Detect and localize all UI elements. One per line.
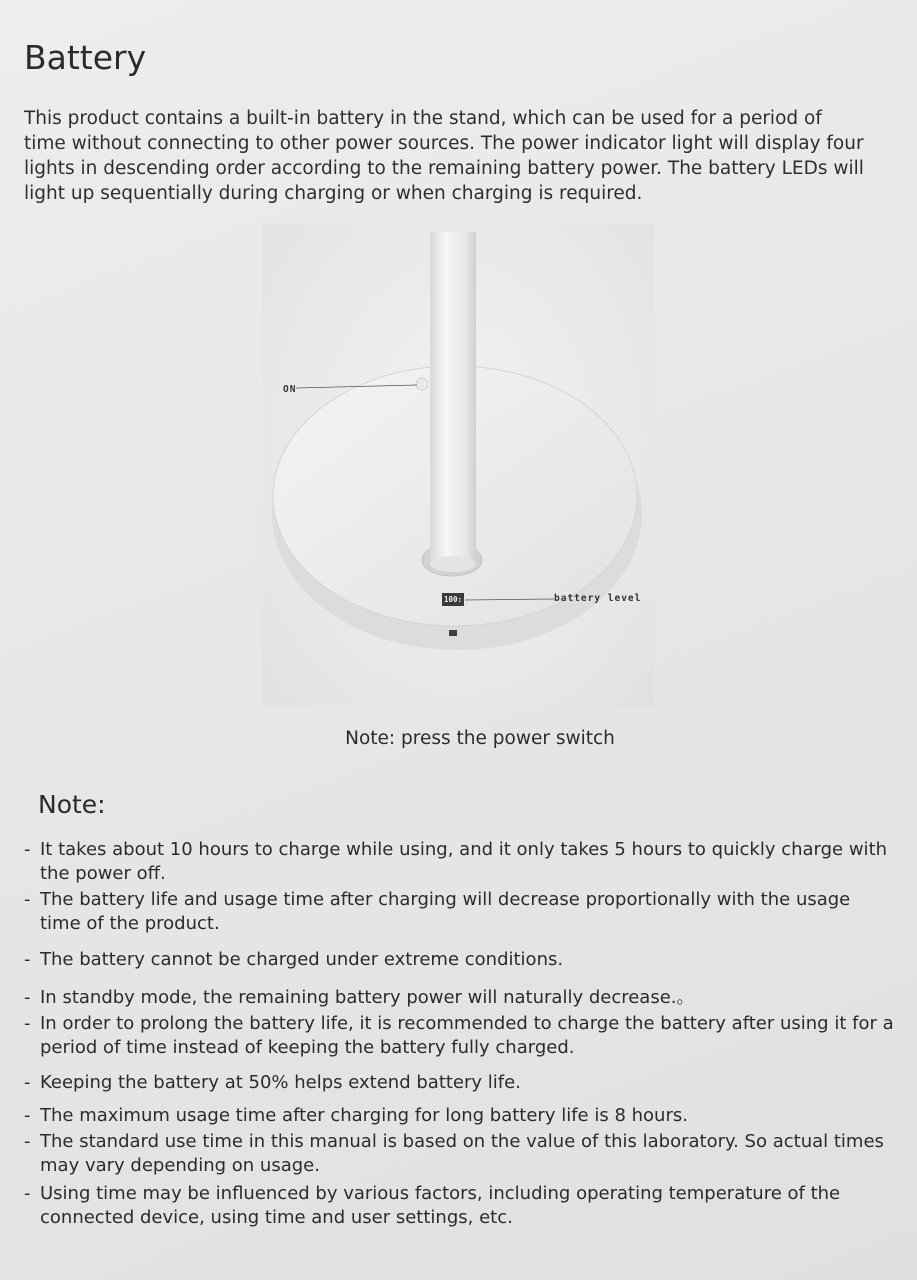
lamp-illustration bbox=[262, 224, 654, 706]
list-item: - The battery life and usage time after charging will decrease proportionally with the usage time of the product. bbox=[24, 889, 851, 934]
bullet-dash: - bbox=[24, 839, 31, 860]
lamp-base-figure bbox=[262, 224, 654, 706]
list-item: - The standard use time in this manual is based on the value of this laboratory. So actual times may vary depending on usage. bbox=[24, 1131, 884, 1176]
list-item: - Keeping the battery at 50% helps extend battery life. bbox=[24, 1072, 521, 1093]
list-item: - In order to prolong the battery life, it is recommended to charge the battery after using it for a period of time instead of keeping the battery fully charged. bbox=[24, 1013, 894, 1058]
on-label: ON bbox=[283, 384, 297, 395]
list-item: - Using time may be influenced by various factors, including operating temperature of the connected device, using time and user settings, etc. bbox=[24, 1183, 841, 1228]
battery-level-label: battery level bbox=[554, 593, 642, 604]
bullet-dash: - bbox=[24, 1183, 31, 1204]
bullet-dash: - bbox=[24, 889, 31, 910]
list-item: - In standby mode, the remaining battery power will naturally decrease.。 bbox=[24, 987, 695, 1008]
power-switch bbox=[416, 378, 428, 390]
figure-caption: Note: press the power switch bbox=[345, 728, 615, 749]
list-item: - The maximum usage time after charging for long battery life is 8 hours. bbox=[24, 1105, 688, 1126]
pole-bottom bbox=[430, 556, 476, 572]
lamp-pole bbox=[430, 232, 476, 566]
list-item: - It takes about 10 hours to charge while using, and it only takes 5 hours to quickly charge with the power off. bbox=[24, 839, 888, 884]
indicator-led bbox=[449, 630, 457, 636]
bullet-dash: - bbox=[24, 1072, 31, 1093]
battery-readout: 100: bbox=[444, 595, 463, 604]
note-heading: Note: bbox=[38, 790, 106, 819]
bullet-dash: - bbox=[24, 987, 31, 1008]
list-item: - The battery cannot be charged under extreme conditions. bbox=[24, 949, 564, 970]
page-title: Battery bbox=[24, 38, 147, 77]
bullet-dash: - bbox=[24, 1131, 31, 1152]
bullet-dash: - bbox=[24, 949, 31, 970]
intro-paragraph: This product contains a built-in battery in the stand, which can be used for a period of time without connecting to other power sources. The power indicator light will display four lights in descending order according to the remaining battery power. The battery LEDs will light up sequentially during charging or when charging is required. bbox=[24, 108, 864, 204]
bullet-dash: - bbox=[24, 1013, 31, 1034]
bullet-dash: - bbox=[24, 1105, 31, 1126]
